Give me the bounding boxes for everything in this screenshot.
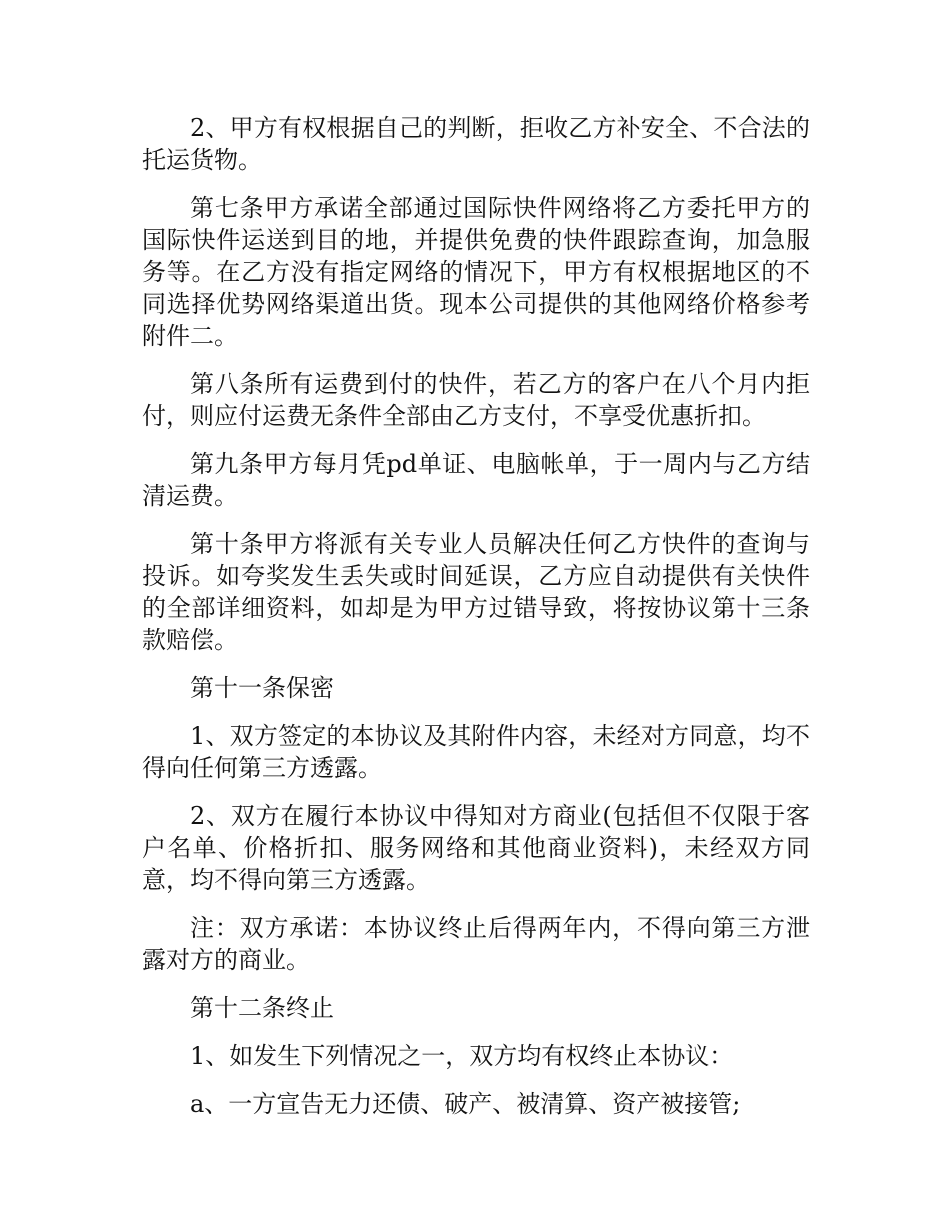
paragraph-article-9: 第九条甲方每月凭pd单证、电脑帐单，于一周内与乙方结清运费。 [142, 450, 810, 510]
paragraph-confidentiality-note: 注：双方承诺：本协议终止后得两年内，不得向第三方泄露对方的商业。 [142, 914, 810, 974]
heading-article-12-termination: 第十二条终止 [190, 994, 334, 1022]
paragraph-termination-item-1: 1、如发生下列情况之一，双方均有权终止本协议： [190, 1042, 734, 1070]
paragraph-article-7: 第七条甲方承诺全部通过国际快件网络将乙方委托甲方的国际快件运送到目的地，并提供免费的快件跟踪查询，加急服务等。在乙方没有指定网络的情况下，甲方有权根据地区的不同选择优势网络渠道出货。现本公司提供的其他网络价格参考附件二。 [142, 194, 810, 350]
heading-article-11-confidentiality: 第十一条保密 [190, 674, 334, 702]
paragraph-confidentiality-item-2: 2、双方在履行本协议中得知对方商业(包括但不仅限于客户名单、价格折扣、服务网络和其他商业资料)，未经双方同意，均不得向第三方透露。 [142, 802, 810, 894]
paragraph-item-2-rejection: 2、甲方有权根据自己的判断，拒收乙方补安全、不合法的托运货物。 [142, 114, 810, 174]
paragraph-termination-item-a: a、一方宣告无力还债、破产、被清算、资产被接管; [190, 1090, 741, 1118]
paragraph-article-8: 第八条所有运费到付的快件，若乙方的客户在八个月内拒付，则应付运费无条件全部由乙方支付，不享受优惠折扣。 [142, 370, 810, 430]
document-page [142, 112, 810, 1136]
paragraph-confidentiality-item-1: 1、双方签定的本协议及其附件内容，未经对方同意，均不得向任何第三方透露。 [142, 722, 810, 782]
paragraph-article-10: 第十条甲方将派有关专业人员解决任何乙方快件的查询与投诉。如夸奖发生丢失或时间延误，乙方应自动提供有关快件的全部详细资料，如却是为甲方过错导致，将按协议第十三条款赔偿。 [142, 530, 810, 654]
